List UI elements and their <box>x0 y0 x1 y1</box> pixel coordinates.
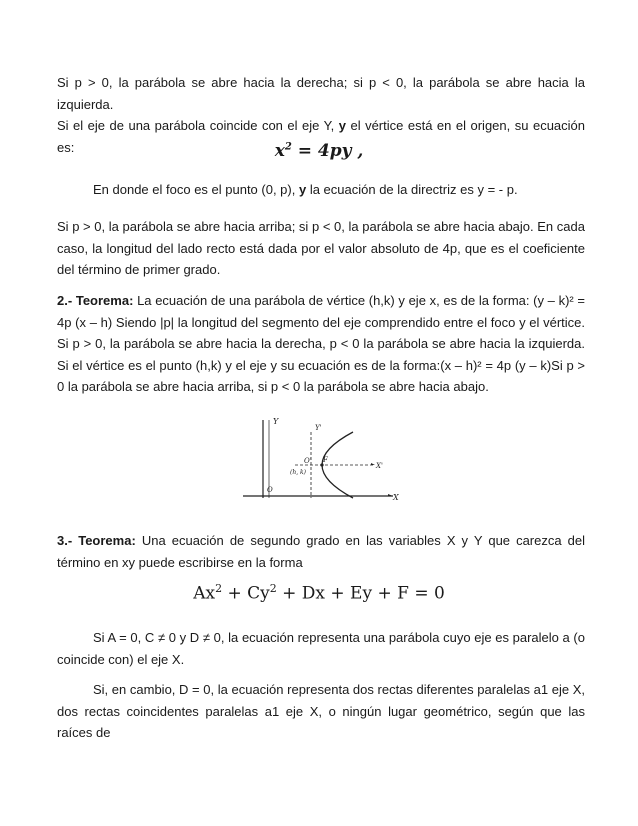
equation-x2-4py: $x^2 = 4py$ , <box>274 141 364 161</box>
label-y: Y <box>273 417 279 426</box>
paragraph-p-y-axis: Si p > 0, la parábola se abre hacia arriba; si p < 0, la parábola se abre hacia abajo. En cada caso, la longitud del lado recto está dada por el valor absoluto de 4p, que es el coeficiente del término de primer grado. <box>57 219 585 277</box>
label-x: X <box>393 493 399 502</box>
paragraph-case-d-zero: Si, en cambio, D = 0, la ecuación representa dos rectas diferentes paralelas a1 eje X, dos rectas coincidentes paralelas a1 eje X, o ningún lugar geométrico, según que las raíces de <box>57 682 585 740</box>
label-vertex: (h, k) <box>290 469 306 476</box>
label-o-prime: O' <box>304 457 312 465</box>
paragraph-focus-directrix: En donde el foco es el punto (0, p), y la ecuación de la directriz es y = - p. <box>93 182 518 197</box>
paragraph-case-a-zero: Si A = 0, C ≠ 0 y D ≠ 0, la ecuación representa una parábola cuyo eje es paralelo a (o coincide con) el eje X. <box>57 630 585 667</box>
paragraph-theorem-2: 2.- Teorema: La ecuación de una parábola de vértice (h,k) y eje x, es de la forma: (y – k)² = 4p (x – h) Siendo |p| la longitud del segmento del eje comprendido entre el foco y el vértice. Si p > 0, la parábola se abre hacia la derecha, p < 0 la parábola se abre hacia la izquierda. Si el vértice es el punto (h,k) y el eje y su ecuación es de la forma:(x – h)² = 4p (y – k)Si p > 0 la parábola se abre hacia arriba, si p < 0 la parábola se abre hacia abajo. <box>57 293 585 394</box>
x-prime-arrow <box>371 463 375 465</box>
label-x-prime: X' <box>376 462 383 470</box>
parabola-figure <box>235 412 405 508</box>
theorem-3-title: 3.- Teorema: <box>57 533 136 548</box>
label-f: F <box>323 456 328 464</box>
paragraph-p-x-axis: Si p > 0, la parábola se abre hacia la derecha; si p < 0, la parábola se abre hacia la izquierda. Si el eje de una parábola coincide con el eje Y, y el vértice está en el origen, su ecuación es: <box>57 75 586 155</box>
paragraph-theorem-3: 3.- Teorema: Una ecuación de segundo grado en las variables X y Y que carezca del término en xy puede escribirse en la forma <box>57 533 585 570</box>
label-origin: O <box>267 486 273 494</box>
label-y-prime: Y' <box>315 424 322 432</box>
theorem-2-title: 2.- Teorema: <box>57 293 134 308</box>
equation-general-second-degree: $Ax^2 + Cy^2 + Dx + Ey + F = 0$ <box>193 582 445 604</box>
